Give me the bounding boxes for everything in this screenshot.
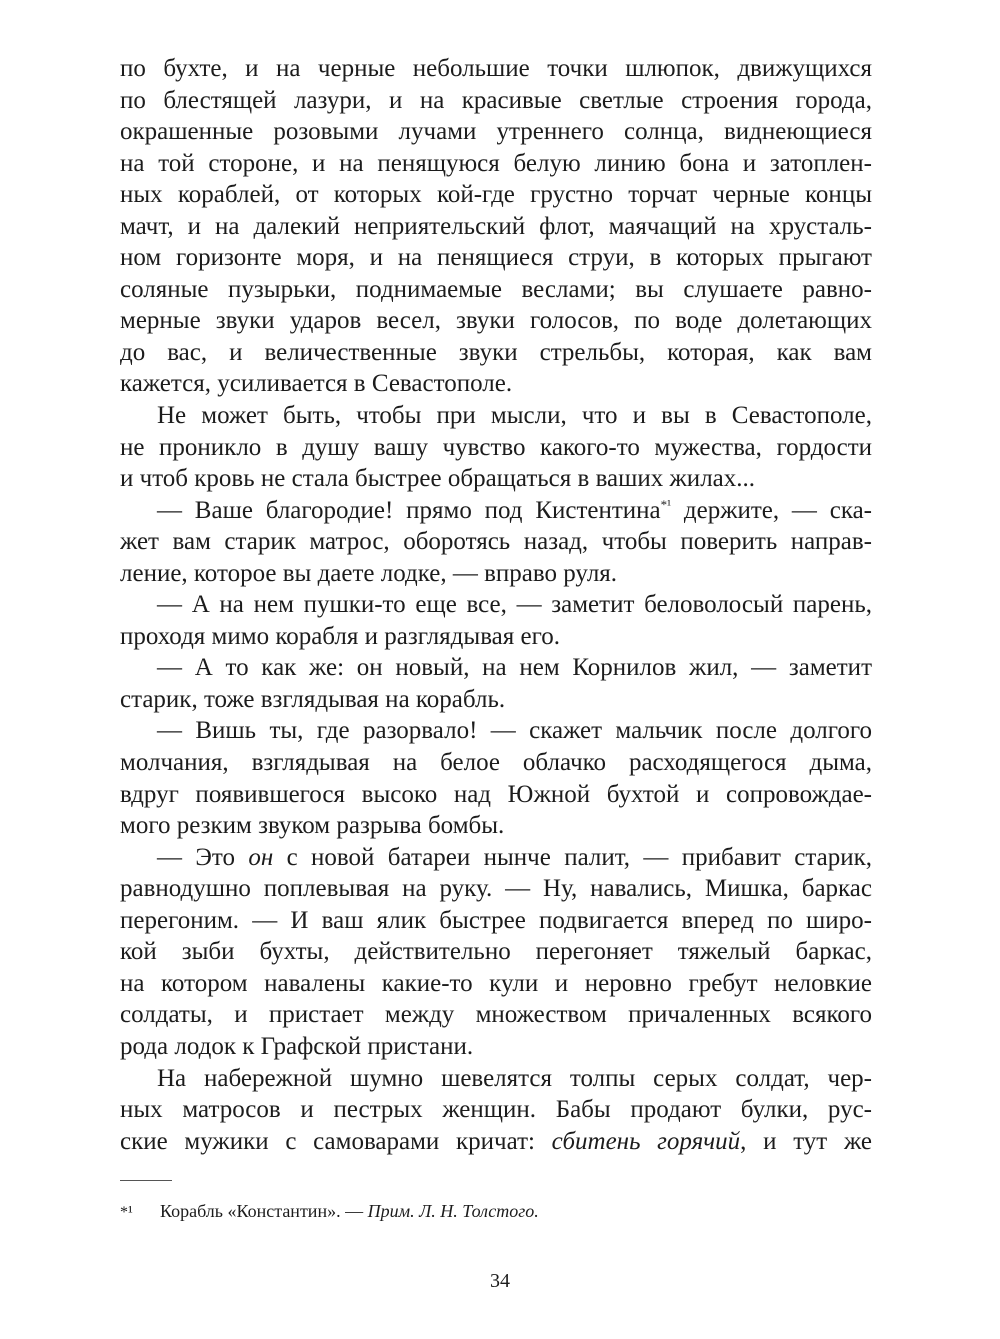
text-line: ных кораблей, от которых кой-где грустно торчат черные концы [120,181,872,209]
text-line: — А то как же: он новый, на нем Корнилов жил, — заметит [157,654,872,682]
italic-text: сбитень горячий [551,1127,741,1155]
text-line: На набережной шумно шевелятся толпы серых солдат, чер- [157,1064,872,1092]
text-line: старик, тоже взглядывая на корабль. [120,685,506,713]
text-line [120,495,872,527]
text-segment: — Это [157,843,235,871]
text-segment: — Ваше благородие! прямо под Кистентина [157,496,661,524]
text-line: не проникло в душу вашу чувство какого-то мужества, гордости [120,433,872,461]
text-line: мерные звуки ударов весел, звуки голосов, по воде долетающих [120,307,872,335]
text-line: окрашенные розовыми лучами утреннего солнца, виднеющиеся [120,118,872,146]
text-line: кажется, усиливается в Севастополе. [120,370,513,398]
text-segment: , и тут же [740,1127,872,1155]
text-line: на котором навалены какие-то кули и неровно гребут неловкие [120,969,872,997]
book-page-body [120,53,872,1157]
text-line: молчания, взглядывая на белое облачко расходящегося дыма, [120,749,872,777]
text-line [120,842,872,874]
text-line: солдаты, и пристает между множеством причаленных всякого [120,1001,872,1029]
footnote-text: Корабль «Константин». — [160,1201,364,1221]
text-line [120,1126,872,1158]
text-line: вдруг появившегося высоко над Южной бухтой и сопровождае- [120,780,872,808]
text-line: по бухте, и на черные небольшие точки шлюпок, движущихся [120,55,872,82]
text-line: на той стороне, и на пенящуюся белую линию бона и затоплен- [120,149,872,177]
text-line: и чтоб кровь не стала быстрее обращаться в ваших жилах... [120,465,756,493]
text-line: соляные пузырьки, поднимаемые веслами; вы слушаете равно- [120,275,872,303]
text-line: Не может быть, чтобы при мысли, что и вы в Севастополе, [157,402,872,430]
text-line: мого резким звуком разрыва бомбы. [120,812,505,840]
footnote-attribution: Прим. Л. Н. Толстого. [367,1201,539,1221]
text-line: перегоним. — И ваш ялик быстрее подвигается вперед по широ- [120,906,872,934]
text-line: мачт, и на далекий неприятельский флот, маячащий на хрусталь- [120,212,872,240]
text-line: до вас, и величественные звуки стрельбы, которая, как вам [120,338,872,366]
text-line: — Вишь ты, где разорвало! — скажет мальчик после долгого [157,717,872,745]
text-line: равнодушно поплевывая на руку. — Ну, навались, Мишка, баркас [120,875,872,903]
text-line: рода лодок к Графской пристани. [120,1032,474,1060]
text-line: ление, которое вы даете лодке, — вправо руля. [120,559,618,587]
page-number: 34 [490,1270,510,1292]
text-line: по блестящей лазури, и на красивые светлые строения города, [120,86,872,114]
text-line: кой зыби бухты, действительно перегоняет тяжелый баркас, [120,938,872,966]
text-line: жет вам старик матрос, оборотясь назад, чтобы поверить направ- [120,528,872,556]
text-segment: держите, — ска- [683,496,872,524]
footnote [120,1198,872,1226]
text-segment: с новой батареи нынче палит, — прибавит старик, [286,843,872,871]
text-line: — А на нем пушки-то еще все, — заметит беловолосый парень, [157,591,872,619]
text-line: ных матросов и пестрых женщин. Бабы продают булки, рус- [120,1096,872,1124]
footnote-reference: *¹ [660,496,672,512]
italic-text: он [248,843,274,871]
text-line: ном горизонте моря, и на пенящиеся струи, в которых прыгают [120,244,872,272]
text-line: проходя мимо корабля и разглядывая его. [120,622,560,650]
text-segment: ские мужики с самоварами кричат: [120,1127,535,1155]
footnote-separator [120,1180,172,1181]
footnote-mark: *¹ [120,1204,133,1221]
